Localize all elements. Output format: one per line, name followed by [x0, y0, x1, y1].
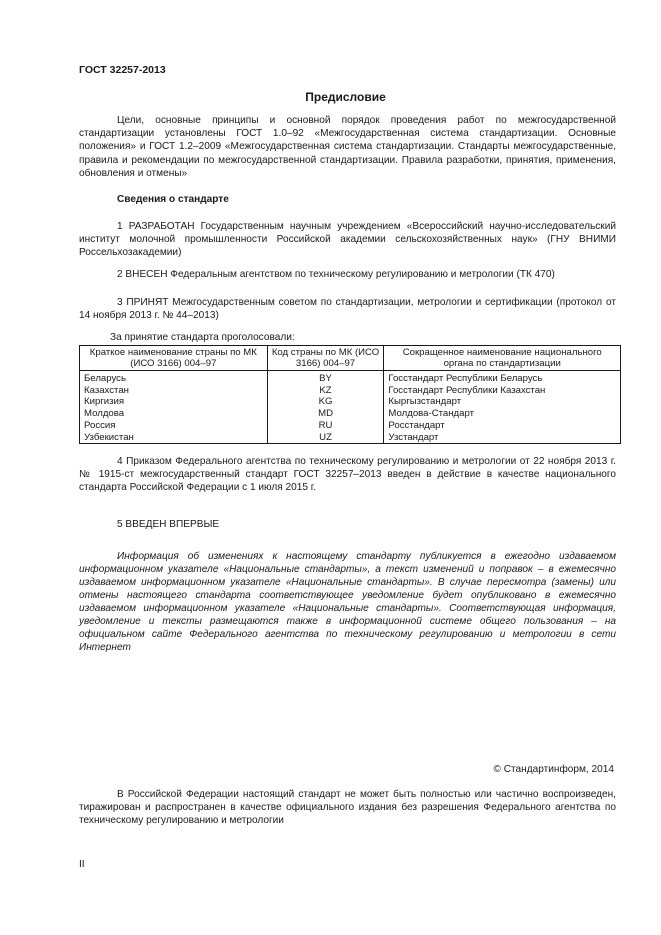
table-row — [80, 371, 621, 385]
vote-caption: За принятие стандарта проголосовали: — [110, 332, 295, 343]
copyright: © Стандартинформ, 2014 — [493, 764, 614, 775]
item-5-paragraph: 5 ВВЕДЕН ВПЕРВЫЕ — [117, 519, 220, 530]
page-number: II — [79, 859, 85, 870]
country-code: RU — [267, 420, 384, 432]
country-name: Узбекистан — [80, 432, 268, 444]
country-code: KZ — [267, 385, 384, 397]
standards-body: Госстандарт Республики Беларусь — [384, 371, 621, 385]
item-1-paragraph: 1 РАЗРАБОТАН Государственным научным учреждением «Всероссийский научно-исследовательский институт молочной промышленности Российской академии сельскохозяйственных наук» (ГНУ ВНИМИ Россельхозакадемии) — [79, 221, 616, 259]
country-name: Беларусь — [80, 371, 268, 385]
table-row — [80, 432, 621, 444]
standards-body: Госстандарт Республики Казахстан — [384, 385, 621, 397]
document-code: ГОСТ 32257-2013 — [79, 64, 166, 76]
standards-body: Узстандарт — [384, 432, 621, 444]
country-name: Киргизия — [80, 396, 268, 408]
table-row — [80, 396, 621, 408]
intro-paragraph: Цели, основные принципы и основной порядок проведения работ по межгосударственной стандартизации установлены ГОСТ 1.0–92 «Межгосударственная система стандартизации. Основные положения» и ГОСТ 1.2–2009 «Межгосударственная система стандартизации. Стандарты межгосударственные, правила и рекомендации по межгосударственной стандартизации. Правила разработки, принятия, применения, обновления и отмены» — [79, 115, 616, 179]
column-header: Краткое наименование страны по МК (ИСО 3166) 004–97 — [80, 346, 268, 371]
standards-body: Молдова-Стандарт — [384, 408, 621, 420]
voting-table — [79, 345, 621, 444]
standards-body: Кыргызстандарт — [384, 396, 621, 408]
page-title: Предисловие — [305, 90, 386, 104]
table-row — [80, 420, 621, 432]
country-code: MD — [267, 408, 384, 420]
item-3-paragraph: 3 ПРИНЯТ Межгосударственным советом по стандартизации, метрологии и сертификации (протокол от 14 ноября 2013 г. № 44–2013) — [79, 297, 616, 322]
table-header-row — [80, 346, 621, 371]
section-heading: Сведения о стандарте — [117, 194, 229, 205]
table-row — [80, 385, 621, 397]
info-notice: Информация об изменениях к настоящему стандарту публикуется в ежегодно издаваемом информационном указателе «Национальные стандарты», а текст изменений и поправок – в ежемесячно издаваемом информационном указателе «Национальные стандарты». В случае пересмотра (замены) или отмены настоящего стандарта соответствующее уведомление будет опубликовано в ежемесячно издаваемом информационном указателе «Национальные стандарты». Соответствующая информация, уведомление и тексты размещаются также в информационной системе общего пользования – на официальном сайте Федерального агентства по техническому регулированию и метрологии в сети Интернет — [79, 551, 616, 653]
table-row — [80, 408, 621, 420]
item-2-paragraph: 2 ВНЕСЕН Федеральным агентством по техническому регулированию и метрологии (ТК 470) — [117, 269, 555, 280]
country-name: Молдова — [80, 408, 268, 420]
country-code: UZ — [267, 432, 384, 444]
item-4-paragraph: 4 Приказом Федерального агентства по техническому регулированию и метрологии от 22 ноября 2013 г. № 1915-ст межгосударственный стандарт ГОСТ 32257–2013 введен в действие в качестве национального стандарта Российской Федерации с 1 июля 2015 г. — [79, 456, 616, 494]
country-name: Казахстан — [80, 385, 268, 397]
reproduction-notice: В Российской Федерации настоящий стандарт не может быть полностью или частично воспроизведен, тиражирован и распространен в качестве официального издания без разрешения Федерального агентства по техническому регулированию и метрологии — [79, 789, 616, 827]
country-name: Россия — [80, 420, 268, 432]
column-header: Сокращенное наименование национального органа по стандартизации — [384, 346, 621, 371]
column-header: Код страны по МК (ИСО 3166) 004–97 — [267, 346, 384, 371]
standards-body: Росстандарт — [384, 420, 621, 432]
country-code: KG — [267, 396, 384, 408]
country-code: BY — [267, 371, 384, 385]
